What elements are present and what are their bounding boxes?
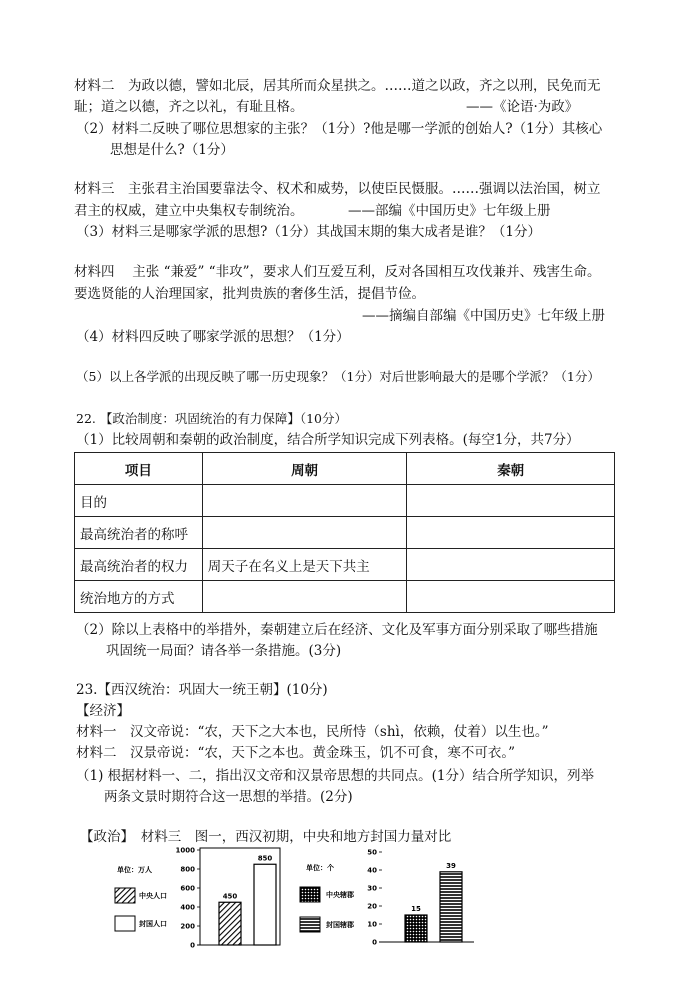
chart1-legend-2: 封国人口 [139,920,167,928]
politics-material3-line: 【政治】 材料三 图一，西汉初期，中央和地方封国力量对比 [80,829,452,845]
table-cell-answer[interactable] [407,581,615,613]
table-cell-answer[interactable] [202,517,407,549]
bar-value-label: 15 [411,905,421,913]
table-cell: 统治地方的方式 [75,581,203,613]
y-tick-label: 400 [180,903,195,912]
table-header-row [75,453,615,485]
table-cell-answer[interactable] [407,517,615,549]
legend-swatch-hatched [115,888,135,903]
question-2-line1: （2）材料二反映了哪位思想家的主张？（1分）?他是哪一学派的创始人?（1分）其核心 [76,121,603,137]
table-cell: 周天子在名义上是天下共主 [202,549,407,581]
chart1-legend-1: 中央人口 [139,892,167,900]
y-tick-label: 20 [367,902,377,911]
material2-line1: 材料二 为政以德，譬如北辰，居其所而众星拱之。……道之以政，齐之以刑，民免而无 [74,78,601,94]
y-tick-label: 50 [367,848,377,857]
question-23-sub1-line1: （1) 根据材料一、二，指出汉文帝和汉景帝思想的共同点。(1分）结合所学知识，列举 [76,768,595,784]
bar-value-label: 39 [446,861,456,870]
table-row [75,517,615,549]
y-tick-label: 40 [367,866,377,875]
y-tick-label: 30 [367,884,377,893]
table-header: 项目 [75,453,203,485]
question-23-sub1-line2: 两条文景时期符合这一思想的举措。(2分) [104,789,353,805]
material4-line2: 要选贤能的人治理国家，批判贵族的奢侈生活，提倡节俭。 [74,286,425,302]
question-23-title: 23.【西汉统治：巩固大一统王朝】(10分) [76,682,328,698]
table-cell-answer[interactable] [202,485,407,517]
question-22-sub1: （1）比较周朝和秦朝的政治制度，结合所学知识完成下列表格。(每空1分，共7分） [76,432,580,448]
table-cell: 最高统治者的称呼 [75,517,203,549]
y-tick-label: 200 [180,922,195,931]
question-5: （5）以上各学派的出现反映了哪一历史现象？（1分）对后世影响最大的是哪个学派？（1分） [76,369,600,384]
table-cell-answer[interactable] [407,485,615,517]
population-chart [105,840,305,955]
question-4: （4）材料四反映了哪家学派的思想？（1分） [76,329,350,345]
y-tick-label: 10 [367,920,377,929]
bar [254,864,276,945]
question-23-material1: 材料一 汉文帝说：“农，天下之大本也，民所恃（shì，依赖，仗着）以生也。” [76,724,549,740]
comparison-table [74,452,615,613]
legend-swatch-white [115,916,135,931]
y-tick-label: 0 [190,941,195,950]
material3-source: ——部编《中国历史》七年级上册 [348,203,551,219]
bar [440,872,462,942]
y-tick-label: 800 [180,865,195,874]
material3-line1: 材料三 主张君主治国要靠法令、权术和威势，以使臣民慑服。……强调以法治国，树立 [74,181,601,197]
chart2-unit: 单位：个 [306,864,334,872]
material2-source: ——《论语·为政》 [466,99,579,115]
material2-line2: 耻；道之以德，齐之以礼，有耻且格。 [74,99,304,115]
legend-swatch-striped [300,917,320,932]
table-header: 秦朝 [407,453,615,485]
material3-line2: 君主的权威，建立中央集权专制统治。 [74,203,304,219]
commandery-chart [292,840,492,955]
economy-tag: 【经济】 [76,703,130,719]
table-row [75,549,615,581]
question-23-material2: 材料二 汉景帝说：“农，天下之本也。黄金珠玉，饥不可食，寒不可衣。” [76,745,516,761]
y-tick-label: 0 [372,938,377,947]
table-row [75,485,615,517]
y-tick-label: 1000 [175,846,195,855]
question-22-sub2-line2: 巩固统一局面？请各举一条措施。(3分) [106,643,342,659]
table-header: 周朝 [202,453,407,485]
bar-value-label: 450 [222,892,238,901]
table-cell: 目的 [75,485,203,517]
chart1-unit: 单位：万人 [117,866,152,874]
legend-swatch-dotted [300,887,320,902]
table-cell-answer[interactable] [407,549,615,581]
question-22-sub2-line1: （2）除以上表格中的举措外，秦朝建立后在经济、文化及军事方面分别采取了哪些措施 [76,622,598,638]
chart2-legend-2: 封国辖郡 [326,921,354,929]
question-3: （3）材料三是哪家学派的思想?（1分）其战国末期的集大成者是谁？（1分） [76,224,542,240]
material4-source: ——摘编自部编《中国历史》七年级上册 [362,308,605,324]
table-cell: 最高统治者的权力 [75,549,203,581]
table-row [75,581,615,613]
bar [405,915,427,942]
y-tick-label: 600 [180,884,195,893]
bar-value-label: 850 [257,854,273,863]
material4-line1: 材料四 主张 “兼爱” “非攻”，要求人们互爱互利，反对各国相互攻伐兼并、残害生命。 [74,264,601,280]
table-cell-answer[interactable] [202,581,407,613]
bar [219,902,241,945]
chart2-legend-1: 中央辖郡 [326,891,354,899]
question-2-line2: 思想是什么?（1分） [110,142,234,158]
question-22-title: 22. 【政治制度：巩固统治的有力保障】（10分） [76,411,348,426]
